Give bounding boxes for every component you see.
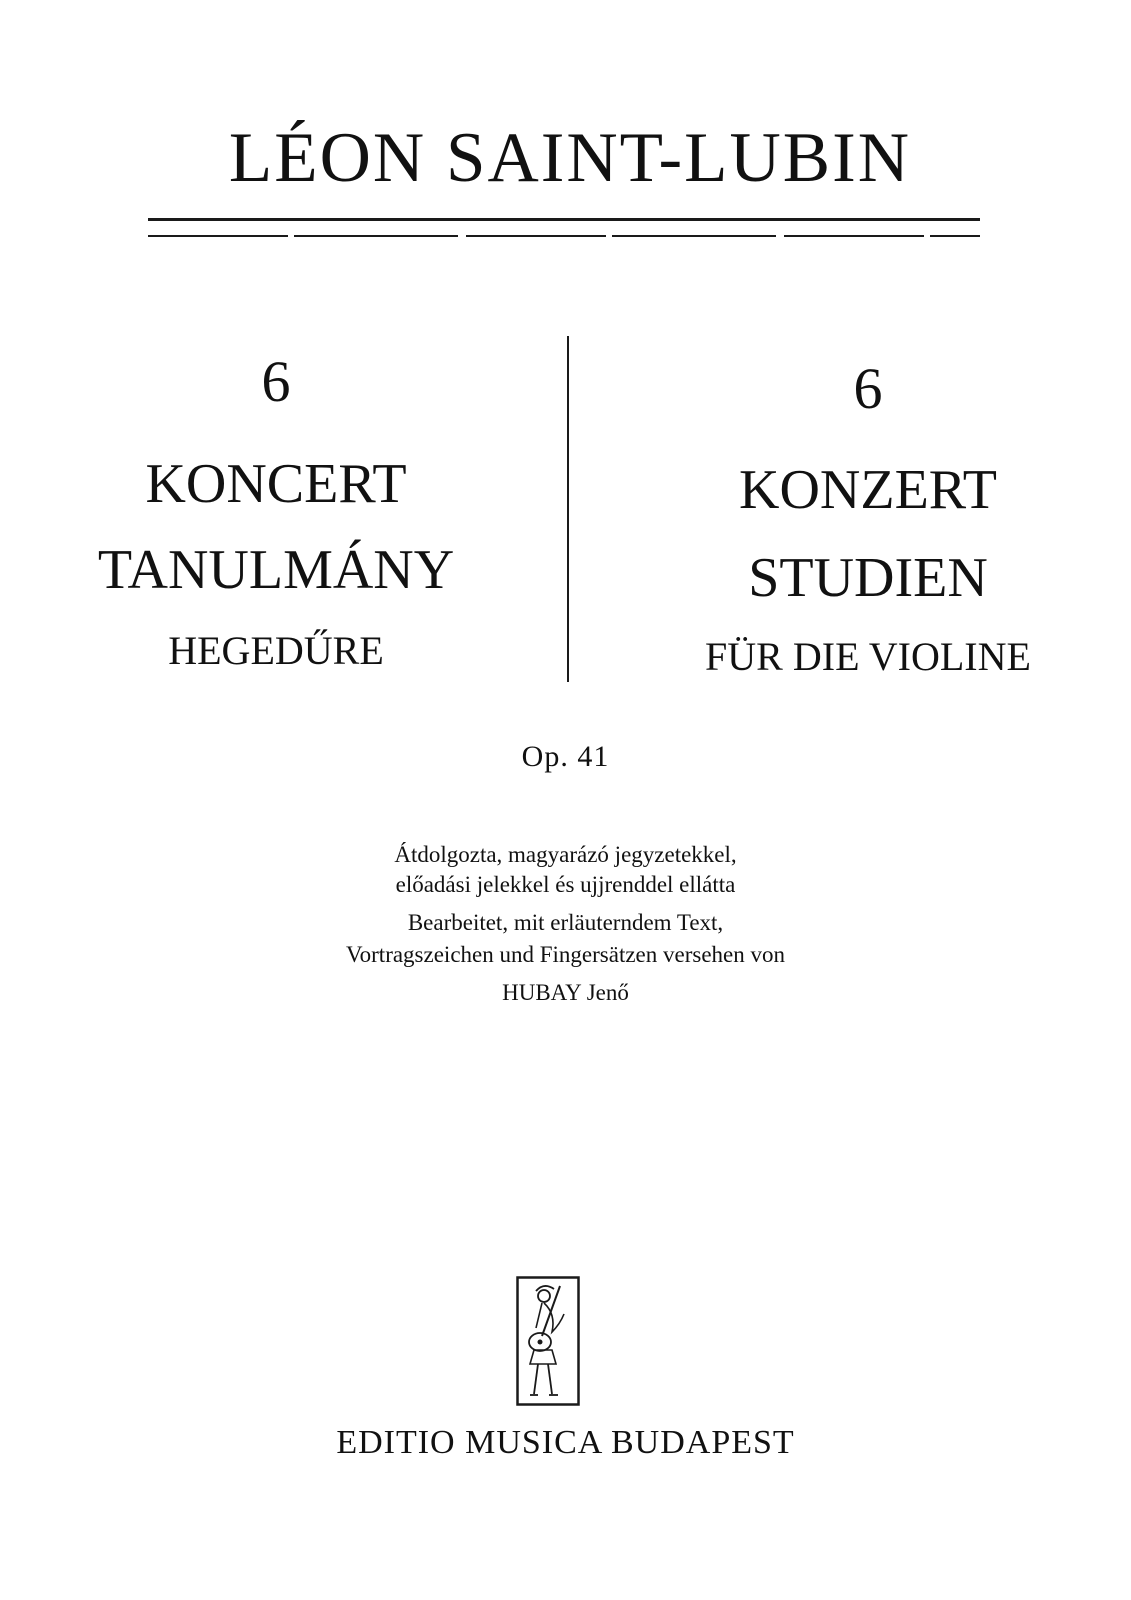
column-divider [567, 336, 569, 682]
credit-line: Bearbeitet, mit erläuterndem Text, [407, 910, 724, 935]
left-title-line2: TANULMÁNY [97, 539, 455, 601]
publisher-name: EDITIO MUSICA BUDAPEST [336, 1424, 795, 1461]
credit-line: Vortragszeichen und Fingersätzen versehen von [346, 942, 785, 967]
credit-line: Átdolgozta, magyarázó jegyzetekkel, [394, 842, 737, 867]
opus-number: Op. 41 [521, 740, 610, 773]
composer-name: LÉON SAINT-LUBIN [228, 119, 912, 197]
right-title-line2: STUDIEN [748, 547, 988, 609]
right-title-line1: KONZERT [739, 459, 997, 521]
title-rule-bottom [148, 235, 980, 237]
left-subtitle: HEGEDŰRE [168, 628, 384, 673]
title-rule-top [148, 218, 980, 221]
musician-with-lute-icon [516, 1276, 580, 1406]
left-title-line1: KONCERT [145, 453, 407, 515]
left-number: 6 [261, 349, 291, 414]
right-subtitle: FÜR DIE VIOLINE [705, 634, 1031, 679]
right-number: 6 [853, 356, 883, 421]
credit-line: előadási jelekkel és ujjrenddel ellátta [395, 872, 736, 897]
editor-name: HUBAY Jenő [502, 980, 629, 1005]
